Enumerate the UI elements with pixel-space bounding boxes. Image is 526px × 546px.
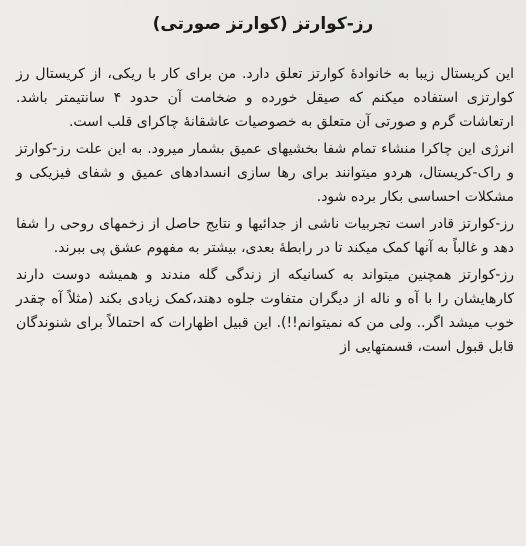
paragraph-4: رز-کوارتز همچنین میتواند به کسانیکه از زندگی گله مندند و همیشه دوست دارند کارهایشان را با آه و ناله از دیگران متفاوت جلوه دهند،کمک زیادی بکند (مثلاً آه چقدر خوب میشد اگر.. ولی من که نمیتوانم!!). این قبیل اظهارات که احتمالاً برای شنوندگان قابل قبول است، قسمتهایی از [16, 267, 514, 355]
body-text [16, 62, 514, 362]
paragraph-1: این کریستال زیبا به خانوادهٔ کوارتز تعلق دارد. من برای کار با ریکی، از کریستال رز کوارتزی استفاده میکنم که صیقل خورده و ضخامت آن حدود ۴ سانتیمتر باشد. ارتعاشات گرم و صورتی آن متعلق به خصوصیات عاشقانهٔ چاکرای قلب است. [16, 66, 514, 130]
page-title: رز-کوارتز (کوارتز صورتی) [152, 14, 374, 34]
paragraph-3: رز-کوارتز قادر است تجربیات ناشی از جدائیها و نتایج حاصل از زخمهای روحی را شفا دهد و غالباً به آنها کمک میکند تا در رابطهٔ بعدی، بیشتر به مفهوم عشق پی ببرند. [16, 216, 514, 256]
paragraph-2: انرژی این چاکرا منشاء تمام شفا بخشیهای عمیق بشمار میرود. به این علت رز-کوارتز و راک-کریستال، هردو میتوانند برای رها سازی انسدادهای عمیق و شفای فیزیکی و مشکلات احساسی بکار برده شود. [16, 141, 514, 205]
